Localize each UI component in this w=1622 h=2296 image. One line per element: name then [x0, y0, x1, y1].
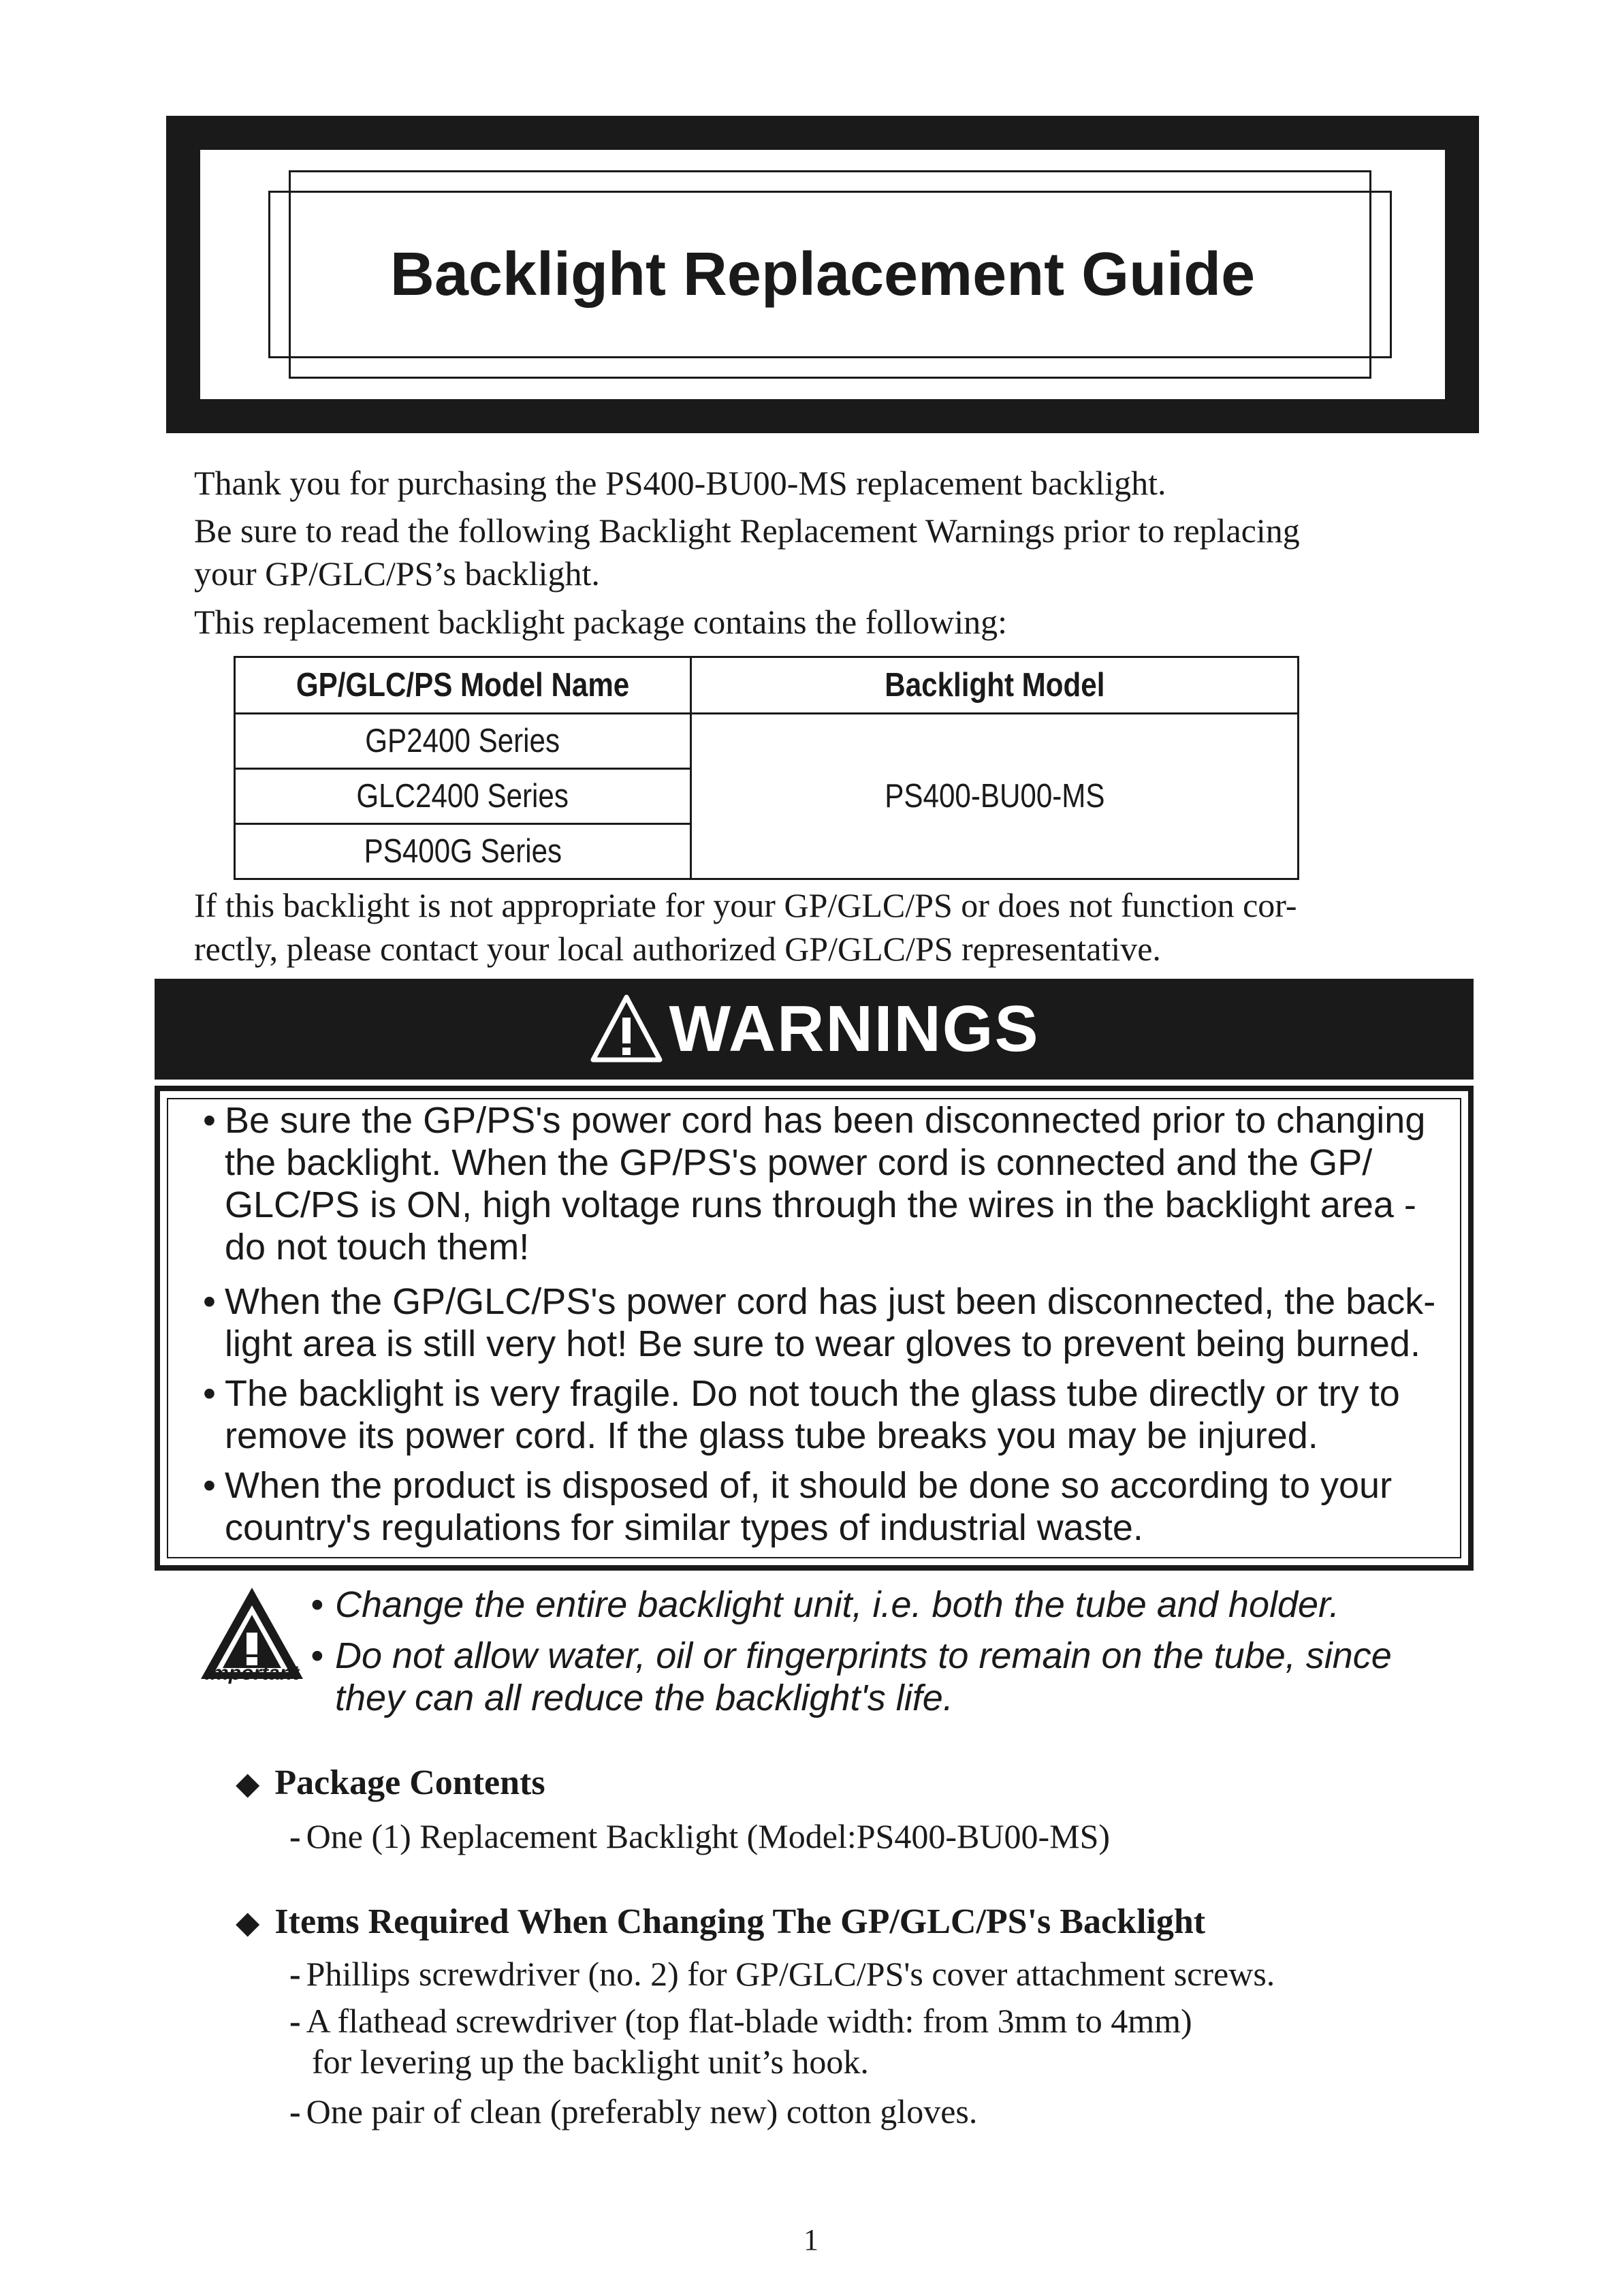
bullet: • — [203, 1465, 216, 1506]
list-item-text: One (1) Replacement Backlight (Model:PS400-BU00-MS) — [306, 1817, 1111, 1855]
after-table-line-2: rectly, please contact your local authorized GP/GLC/PS representative. — [194, 930, 1161, 968]
list-item-text: Phillips screwdriver (no. 2) for GP/GLC/PS's cover attachment screws. — [306, 1955, 1275, 1993]
warning-line: the backlight. When the GP/PS's power cord is connected and the GP/ — [225, 1142, 1373, 1183]
model-table — [234, 656, 1299, 880]
list-item-text: One pair of clean (preferably new) cotton gloves. — [306, 2092, 978, 2130]
bullet: • — [203, 1373, 216, 1414]
warning-line: When the GP/GLC/PS's power cord has just been disconnected, the back- — [225, 1281, 1436, 1322]
warning-item — [197, 1464, 1471, 1549]
table-cell-model: GLC2400 Series — [235, 769, 691, 824]
warnings-banner — [155, 979, 1474, 1080]
warning-item — [197, 1280, 1471, 1365]
bullet: • — [203, 1281, 216, 1322]
important-label: Important — [204, 1662, 300, 1684]
important-item — [308, 1584, 1465, 1626]
warning-line: GLC/PS is ON, high voltage runs through the wires in the backlight area - — [225, 1184, 1416, 1225]
important-line: Change the entire backlight unit, i.e. both the tube and holder. — [335, 1584, 1340, 1625]
list-item — [289, 1816, 1447, 1857]
warning-line: remove its power cord. If the glass tube breaks you may be injured. — [225, 1415, 1318, 1456]
list-item-text: A flathead screwdriver (top flat-blade width: from 3mm to 4mm) — [306, 2002, 1192, 2040]
table-header-row — [235, 657, 1299, 714]
warning-line: country's regulations for similar types of industrial waste. — [225, 1507, 1143, 1548]
intro-line-3: This replacement backlight package contains the following: — [194, 603, 1008, 641]
after-table-line-1: If this backlight is not appropriate for your GP/GLC/PS or does not function cor- — [194, 886, 1297, 924]
table-header-model-name: GP/GLC/PS Model Name — [235, 657, 691, 714]
warning-triangle-icon — [589, 992, 664, 1067]
important-item — [308, 1635, 1465, 1719]
list-item — [289, 2000, 1447, 2082]
dash-marker: - — [289, 2002, 301, 2040]
intro-line-2a: Be sure to read the following Backlight Replacement Warnings prior to replacing — [194, 512, 1300, 550]
title-frame — [166, 116, 1479, 433]
table-cell-model: PS400G Series — [235, 824, 691, 879]
table-cell-backlight-model: PS400-BU00-MS — [691, 714, 1299, 879]
list-item — [289, 2091, 1447, 2132]
document-title: Backlight Replacement Guide — [389, 240, 1256, 309]
important-line: Do not allow water, oil or fingerprints to remain on the tube, since — [335, 1635, 1392, 1676]
warning-item — [197, 1099, 1471, 1268]
dash-marker: - — [289, 2092, 301, 2130]
bullet: • — [311, 1635, 323, 1676]
dash-marker: - — [289, 1955, 301, 1993]
diamond-bullet-icon: ◆ — [236, 1766, 260, 1801]
table-cell-model: GP2400 Series — [235, 714, 691, 769]
package-contents-heading — [236, 1763, 545, 1803]
section-heading-text: Package Contents — [274, 1763, 545, 1802]
warning-item — [197, 1372, 1471, 1457]
diamond-bullet-icon: ◆ — [236, 1905, 260, 1940]
intro-line-1: Thank you for purchasing the PS400-BU00-MS replacement backlight. — [194, 464, 1166, 502]
warnings-title: WARNINGS — [669, 992, 1040, 1065]
warning-line: When the product is disposed of, it should be done so according to your — [225, 1465, 1393, 1506]
items-required-heading — [236, 1902, 1205, 1942]
important-line: they can all reduce the backlight's life. — [335, 1678, 953, 1718]
table-row — [235, 714, 1299, 769]
warning-line: The backlight is very fragile. Do not touch the glass tube directly or try to — [225, 1373, 1400, 1414]
dash-marker: - — [289, 1817, 301, 1855]
list-item-text: for levering up the backlight unit’s hook. — [312, 2043, 869, 2081]
bullet: • — [203, 1100, 216, 1141]
page-number: 1 — [804, 2223, 818, 2256]
list-item — [289, 1953, 1447, 1994]
warning-line: light area is still very hot! Be sure to wear gloves to prevent being burned. — [225, 1323, 1420, 1364]
warning-line: Be sure the GP/PS's power cord has been disconnected prior to changing — [225, 1100, 1426, 1141]
title-inner-panel — [200, 150, 1445, 399]
bullet: • — [311, 1584, 323, 1625]
intro-line-2b: your GP/GLC/PS’s backlight. — [194, 554, 600, 593]
section-heading-text: Items Required When Changing The GP/GLC/PS's Backlight — [274, 1902, 1206, 1941]
warning-line: do not touch them! — [225, 1227, 530, 1268]
table-header-backlight-model: Backlight Model — [691, 657, 1299, 714]
